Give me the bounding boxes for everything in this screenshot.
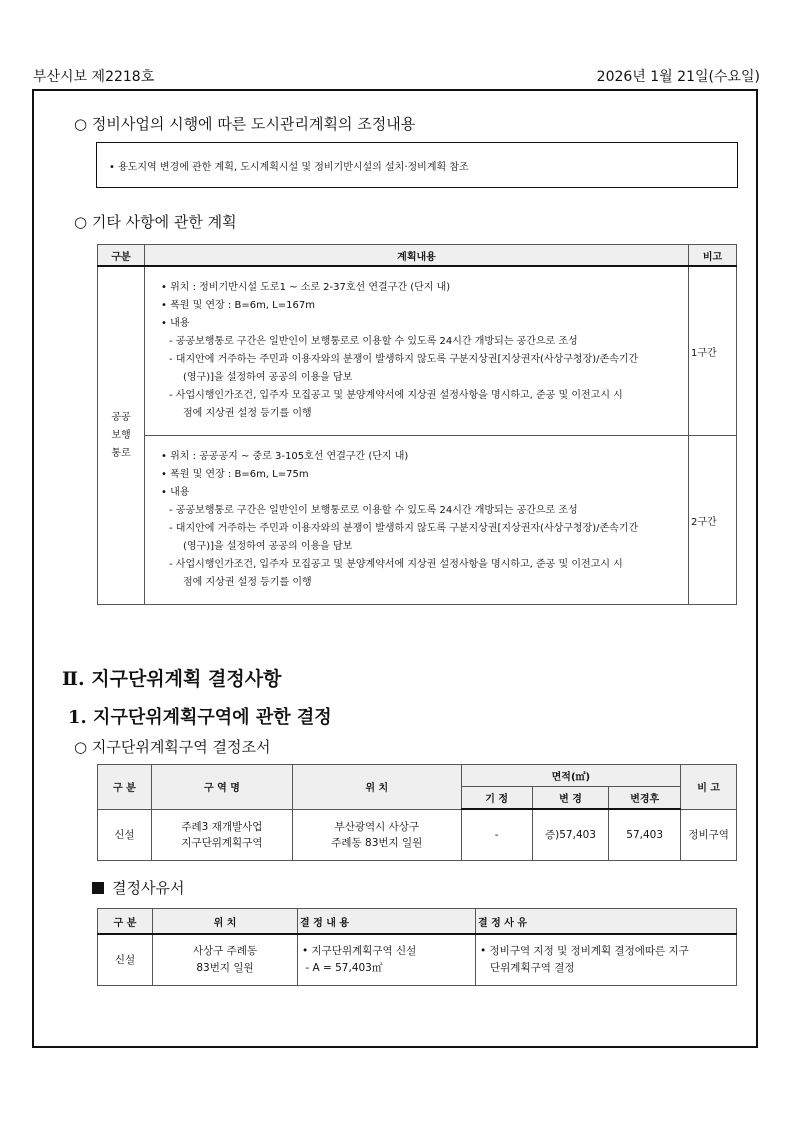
col-reason: 결 정 사 유 <box>476 909 737 935</box>
plan-line: • 내용 <box>161 487 190 498</box>
col-content: 결 정 내 용 <box>298 909 476 935</box>
note-cell: 2구간 <box>689 436 737 605</box>
heading-roman: Ⅱ. 지구단위계획 결정사항 <box>62 668 282 690</box>
adjust-box-text: • 용도지역 변경에 관한 계획, 도시계획시설 및 정비기반시설의 설치·정비계획 참조 <box>109 161 469 173</box>
col-location: 위 치 <box>153 909 298 935</box>
col-category: 구분 <box>98 245 145 267</box>
col-area-existing: 기 정 <box>461 787 532 810</box>
cell-location: 부산광역시 사상구 주례동 83번지 일원 <box>293 809 462 861</box>
plan-line: 점에 지상권 설정 등기를 이행 <box>183 577 312 588</box>
cell-content: • 지구단위계획구역 신설 - A = 57,403㎡ <box>298 934 476 986</box>
cell-reason: • 정비구역 지정 및 정비계획 결정에따른 지구 단위계획구역 결정 <box>476 934 737 986</box>
section-other-title: ○ 기타 사항에 관한 계획 <box>74 213 237 231</box>
plan-line: • 폭원 및 연장 : B=6m, L=75m <box>161 469 309 480</box>
table-row <box>98 266 737 436</box>
plan-line: - 사업시행인가조건, 입주자 모집공고 및 분양계약서에 지상권 설정사항을 명시하고, 준공 및 이전고시 시 <box>169 559 623 570</box>
plan-line: 점에 지상권 설정 등기를 이행 <box>183 408 312 419</box>
table-row <box>98 809 737 861</box>
table-row <box>98 436 737 605</box>
plan-line: (영구)]을 설정하여 공공의 이용을 담보 <box>183 372 353 383</box>
cell-type: 신설 <box>98 809 152 861</box>
plan-line: • 위치 : 정비기반시설 도로1 ~ 소로 2-37호선 연결구간 (단지 내) <box>161 282 451 293</box>
col-area-change: 변 경 <box>532 787 608 810</box>
plan-line: • 위치 : 공공공지 ~ 중로 3-105호선 연결구간 (단지 내) <box>161 451 409 462</box>
col-name: 구 역 명 <box>151 765 292 810</box>
plan-line: - 공공보행통로 구간은 일반인이 보행통로로 이용할 수 있도록 24시간 개방되는 공간으로 조성 <box>169 336 578 347</box>
section-adjust-title: ○ 정비사업의 시행에 따른 도시관리계획의 조정내용 <box>74 115 416 133</box>
bulletin-number: 부산시보 제2218호 <box>33 69 155 85</box>
reason-title-line <box>92 877 184 898</box>
col-remark: 비 고 <box>681 765 737 810</box>
cell-remark: 정비구역 <box>681 809 737 861</box>
adjust-box <box>96 142 738 188</box>
plan-line: • 폭원 및 연장 : B=6m, L=167m <box>161 300 315 311</box>
cell-after: 57,403 <box>609 809 681 861</box>
reason-title: 결정사유서 <box>112 879 185 897</box>
district-table <box>97 764 737 861</box>
district-title: ○ 지구단위계획구역 결정조서 <box>74 738 271 756</box>
plan-table <box>97 244 737 605</box>
reason-table <box>97 908 737 986</box>
table-row <box>98 934 737 986</box>
category-cell: 공공 보행 통로 <box>98 266 145 605</box>
cell-name: 주례3 재개발사업 지구단위계획구역 <box>151 809 292 861</box>
plan-line: - 사업시행인가조건, 입주자 모집공고 및 분양계약서에 지상권 설정사항을 명시하고, 준공 및 이전고시 시 <box>169 390 623 401</box>
plan-content-1 <box>145 266 689 436</box>
plan-line: - 공공보행통로 구간은 일반인이 보행통로로 이용할 수 있도록 24시간 개방되는 공간으로 조성 <box>169 505 578 516</box>
col-content: 계획내용 <box>145 245 689 267</box>
cell-existing: - <box>461 809 532 861</box>
cell-location: 사상구 주례동 83번지 일원 <box>153 934 298 986</box>
bulletin-date: 2026년 1월 21일(수요일) <box>596 69 760 85</box>
square-bullet-icon <box>92 882 104 894</box>
cell-type: 신설 <box>98 934 153 986</box>
plan-line: • 내용 <box>161 318 190 329</box>
col-area: 면적(㎡) <box>461 765 681 787</box>
plan-line: (영구)]을 설정하여 공공의 이용을 담보 <box>183 541 353 552</box>
page-frame <box>32 89 758 1048</box>
col-type: 구 분 <box>98 765 152 810</box>
plan-line: - 대지안에 거주하는 주민과 이용자와의 분쟁이 발생하지 않도록 구분지상권[지상권자(사상구청장)/존속기간 <box>169 523 639 534</box>
col-note: 비고 <box>689 245 737 267</box>
heading-num: 1. 지구단위계획구역에 관한 결정 <box>68 707 332 728</box>
plan-content-2 <box>145 436 689 605</box>
cell-change: 증)57,403 <box>532 809 608 861</box>
plan-line: - 대지안에 거주하는 주민과 이용자와의 분쟁이 발생하지 않도록 구분지상권[지상권자(사상구청장)/존속기간 <box>169 354 639 365</box>
col-area-after: 변경후 <box>609 787 681 810</box>
col-location: 위 치 <box>293 765 462 810</box>
note-cell: 1구간 <box>689 266 737 436</box>
col-type: 구 분 <box>98 909 153 935</box>
